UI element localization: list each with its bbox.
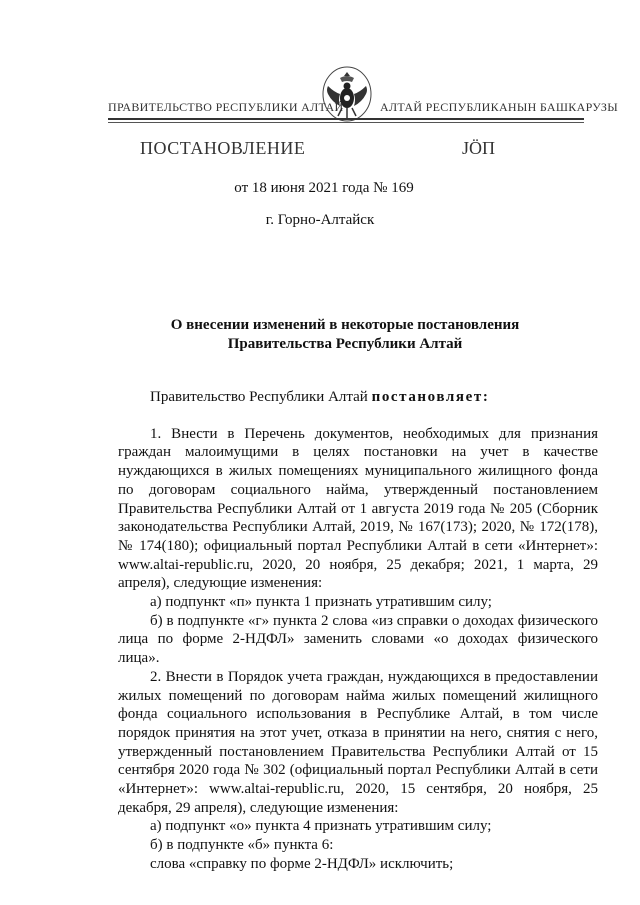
paragraph-1: 1. Внести в Перечень документов, необходимых для признания граждан малоимущими в целях постановки на учет в качестве нуждающихся в жилых помещениях муниципального жилищного фонда по договорам социального найма, утвержденный постановлением Правительства Республики Алтай от 1 августа 2019 года № 205 (Сборник законодательства Республики Алтай, 2019, № 167(173); 2020, № 172(178), № 174(180); официальный портал Республики Алтай в сети «Интернет»: www.altai-republic.ru, 2020, 20 ноября, 25 декабря; 2021, 1 марта, 29 апреля), следующие изменения: (118, 425, 598, 592)
paragraph-2b1: слова «справку по форме 2-НДФЛ» исключить; (150, 855, 454, 872)
document-date-text: от 18 июня 2021 года № 169 (234, 180, 414, 196)
header-government-alt: АЛТАЙ РЕСПУБЛИКАНЫН БАШКАРУЗЫ (380, 100, 618, 114)
document-type-ru: ПОСТАНОВЛЕНИЕ (140, 138, 306, 158)
coat-of-arms-eagle-icon (320, 64, 374, 124)
document-date (0, 180, 640, 197)
paragraph-2b: б) в подпункте «б» пункта 6: (150, 837, 334, 854)
document-title (0, 316, 640, 354)
preamble (118, 388, 598, 407)
paragraph-2: 2. Внести в Порядок учета граждан, нуждающихся в предоставлении жилых помещений по договорам найма жилых помещений жилищного фонда социального использования в Республике Алтай, в том числе порядок принятия на этот учет, отказа в принятии на него, снятия с него, утвержденный постановлением Правительства Республики Алтай от 15 сентября 2020 года № 302 (официальный портал Республики Алтай в сети «Интернет»: www.altai-republic.ru, 2020, 15 сентября, 20 ноября, 25 декабря, 29 апреля), следующие изменения: (118, 668, 598, 816)
document-body (118, 388, 598, 874)
paragraph-1b: б) в подпункте «г» пункта 2 слова «из справки о доходах физического лица по форме 2-НДФЛ» заменить словами «о доходах физического лица». (118, 612, 598, 667)
header-divider-thin (108, 122, 584, 123)
document-type-alt: ЈӦП (462, 138, 496, 158)
paragraph-2a: а) подпункт «о» пункта 4 признать утратившим силу; (150, 818, 492, 835)
document-title-line-2: Правительства Республики Алтай (227, 336, 463, 352)
header-divider (108, 118, 584, 120)
document-city: г. Горно-Алтайск (265, 212, 375, 228)
preamble-text: Правительство Республики Алтай (150, 389, 372, 405)
header-government-ru: ПРАВИТЕЛЬСТВО РЕСПУБЛИКИ АЛТАЙ (108, 100, 344, 114)
document-title-line-1: О внесении изменений в некоторые постановления (170, 317, 520, 333)
preamble-keyword: постановляет: (371, 389, 490, 405)
paragraph-1a: а) подпункт «п» пункта 1 признать утратившим силу; (150, 594, 492, 611)
